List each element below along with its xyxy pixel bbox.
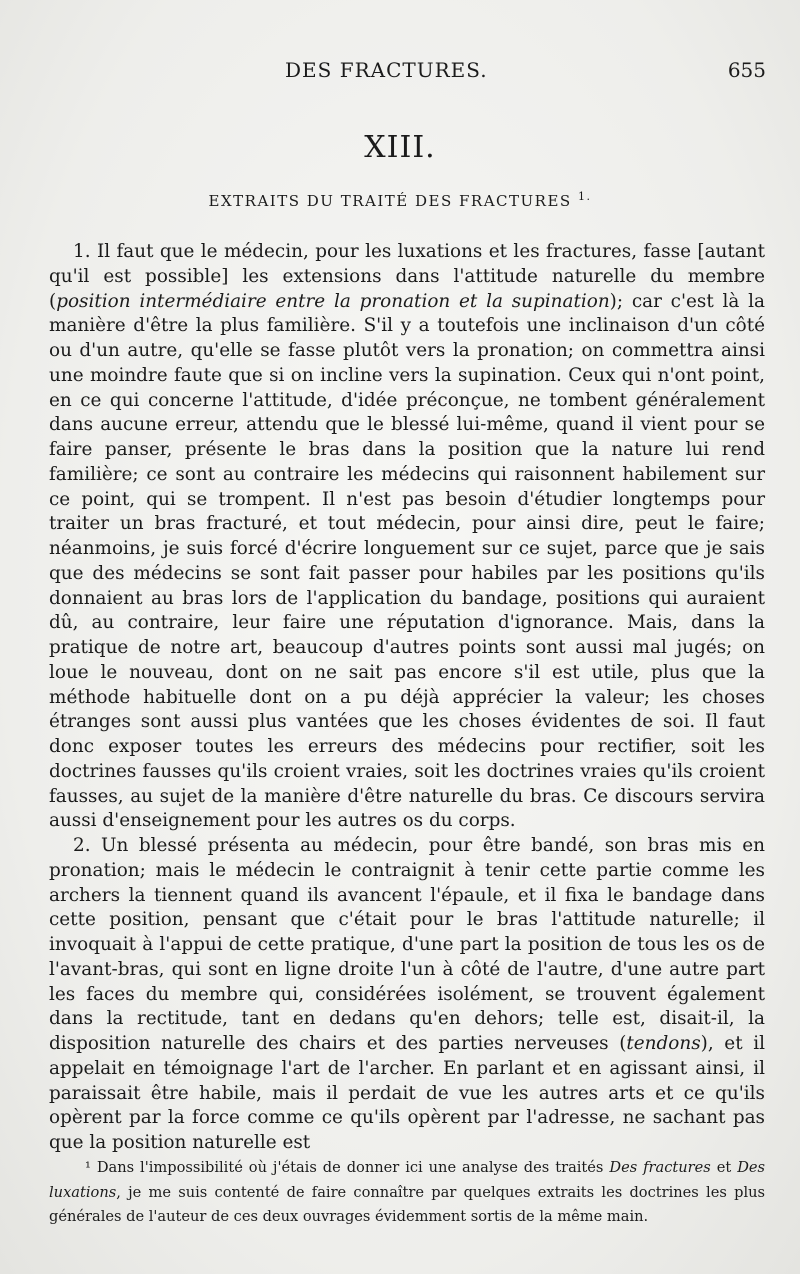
footnote-marker: ¹ (85, 1159, 91, 1176)
footnote-text-b: et (710, 1159, 738, 1176)
footnote-text-a: Dans l'impossibilité où j'étais de donner ici une analyse des traités (96, 1159, 610, 1176)
footnote-italic-1: Des fractures (609, 1159, 711, 1176)
footnote (49, 1156, 765, 1230)
footnote-reference: 1. (577, 190, 592, 203)
running-head-title: DES FRACTURES. (285, 58, 488, 82)
footnote-paragraph (49, 1156, 765, 1230)
running-head (0, 56, 800, 86)
paragraph-1 (49, 240, 765, 834)
paragraph-1-italic: position intermédiaire entre la pronation et la supination (56, 290, 610, 312)
page-number: 655 (727, 58, 766, 82)
section-title-text: EXTRAITS DU TRAITÉ DES FRACTURES (208, 192, 572, 210)
paragraph-2-text-b: ), et il appelait en témoignage l'art de l'archer. En parlant et en agissant ainsi, il paraissait être habile, mais il perdait de vue les autres arts et ce qu'ils opèrent par la force comme ce qu'ils opèrent par l'adresse, ne sachant pas que la position naturelle est (49, 1033, 765, 1153)
chapter-number: XIII. (364, 130, 436, 165)
body-text (49, 240, 765, 1156)
section-title (0, 190, 800, 210)
paragraph-2 (49, 834, 765, 1156)
paragraph-1-text-b: ); car c'est là la manière d'être la plus familière. S'il y a toutefois une inclinaison d'un côté ou d'un autre, qu'elle se fasse plutôt vers la pronation; on commettra ainsi une moindre faute que si on incline vers la supination. Ceux qui n'ont point, en ce qui concerne l'attitude, d'idée préconçue, ne tombent généralement dans aucune erreur, attendu que le blessé lui-même, quand il vient pour se faire panser, présente le bras dans la position que la nature lui rend familière; ce sont au contraire les médecins qui raisonnent habilement sur ce point, qui se trompent. Il n'est pas besoin d'étudier longtemps pour traiter un bras fracturé, et tout médecin, pour ainsi dire, peut le faire; néanmoins, je suis forcé d'écrire longuement sur ce sujet, parce que je sais que des médecins se sont fait passer pour habiles par les positions qu'ils donnaient au bras lors de l'application du bandage, positions qui auraient dû, au contraire, leur faire une réputation d'ignorance. Mais, dans la pratique de notre art, beaucoup d'autres points sont aussi mal jugés; on loue le nouveau, dont on ne sait pas encore s'il est utile, plus que la méthode habituelle dont on a pu déjà apprécier la valeur; les choses étranges sont aussi plus vantées que les choses évidentes de soi. Il faut donc exposer toutes les erreurs des médecins pour rectifier, soit les doctrines fausses qu'ils croient vraies, soit les doctrines vraies qu'ils croient fausses, au sujet de la manière d'être naturelle du bras. Ce discours servira aussi d'enseignement pour les autres os du corps. (49, 290, 766, 832)
footnote-text-c: , je me suis contenté de faire connaître par quelques extraits les doctrines les plus générales de l'auteur de ces deux ouvrages évidemment sortis de la même main. (49, 1183, 765, 1225)
paragraph-1-text-a: 1. Il faut que le médecin, pour les luxations et les fractures, fasse [autant qu'il est possible] les extensions dans l'attitude naturelle du membre ( (49, 241, 765, 312)
footnote-italic-2: Des luxations (49, 1159, 766, 1201)
paragraph-2-italic: tendons (626, 1033, 701, 1054)
paragraph-2-text-a: 2. Un blessé présenta au médecin, pour être bandé, son bras mis en pronation; mais le médecin le contraignit à tenir cette partie comme les archers la tiennent quand ils avancent l'épaule, et il fixa le bandage dans cette position, pensant que c'était pour le bras l'attitude naturelle; il invoquait à l'appui de cette pratique, d'une part la position de tous les os de l'avant-bras, qui sont en ligne droite l'un à côté de l'autre, d'une autre part les faces du membre qui, considérées isolément, se trouvent également dans la rectitude, tant en dedans qu'en dehors; telle est, disait-il, la disposition naturelle des chairs et des parties nerveuses ( (49, 835, 765, 1054)
